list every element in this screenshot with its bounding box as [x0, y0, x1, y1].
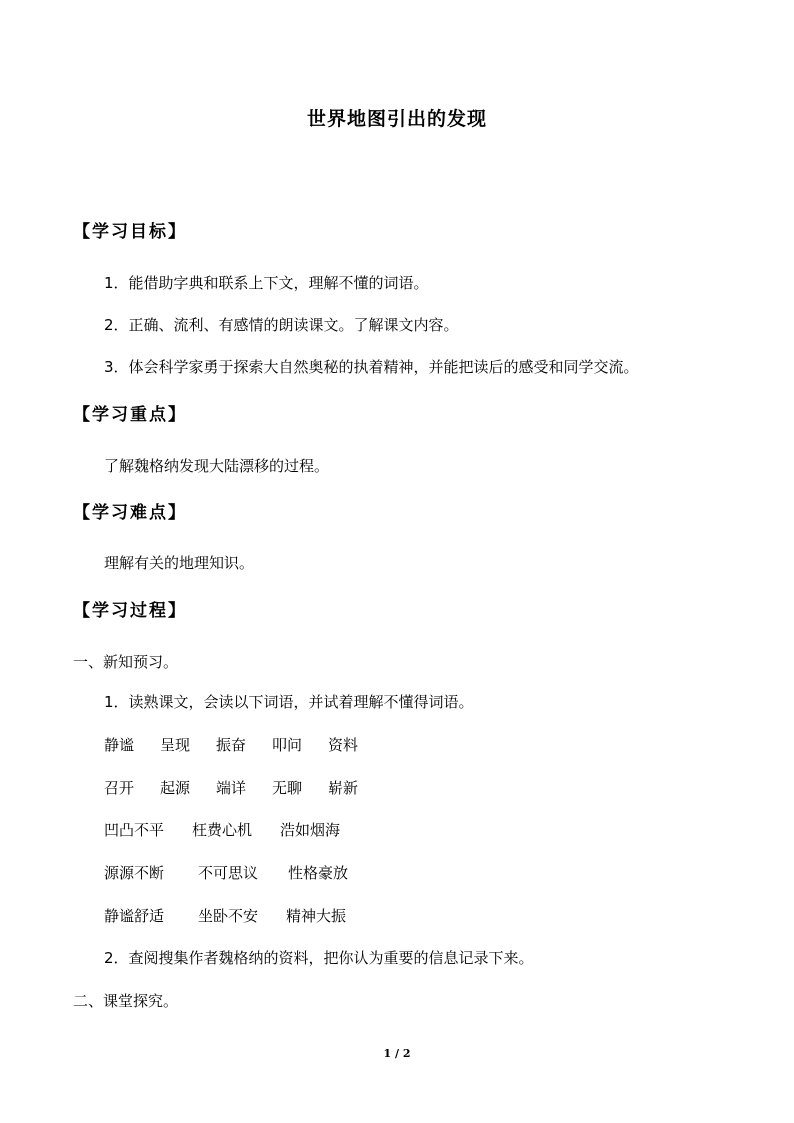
vocab-word: 叩问 — [272, 736, 303, 754]
vocab-word: 振奋 — [216, 736, 247, 754]
vocab-word: 凹凸不平 — [104, 821, 165, 839]
page-number: 1 / 2 — [383, 1047, 411, 1060]
vocab-word: 静谧 — [104, 736, 135, 754]
vocab-word: 无聊 — [272, 779, 303, 797]
section-heading-keypoints: 【学习重点】 — [73, 405, 187, 425]
word-row-4 — [104, 862, 348, 883]
vocab-word: 坐卧不安 — [198, 907, 259, 925]
difficulties-text: 理解有关的地理知识。 — [104, 554, 255, 572]
process-part-2: 二、课堂探究。 — [73, 992, 179, 1010]
word-row-3 — [104, 819, 340, 840]
word-row-1 — [104, 734, 358, 755]
objective-item: 3．体会科学家勇于探索大自然奥秘的执着精神，并能把读后的感受和同学交流。 — [104, 358, 639, 376]
vocab-word: 资料 — [328, 736, 359, 754]
section-heading-process: 【学习过程】 — [73, 601, 187, 621]
page-title: 世界地图引出的发现 — [306, 108, 487, 130]
vocab-word: 召开 — [104, 779, 135, 797]
vocab-word: 枉费心机 — [192, 821, 253, 839]
vocab-word: 性格豪放 — [288, 864, 349, 882]
section-heading-objectives: 【学习目标】 — [73, 222, 187, 242]
process-part-1: 一、新知预习。 — [73, 653, 179, 671]
vocab-word: 精神大振 — [286, 907, 347, 925]
keypoints-text: 了解魏格纳发现大陆漂移的过程。 — [104, 457, 330, 475]
vocab-word: 浩如烟海 — [280, 821, 341, 839]
objective-item: 2．正确、流利、有感情的朗读课文。了解课文内容。 — [104, 316, 459, 334]
vocab-word: 起源 — [160, 779, 191, 797]
section-heading-difficulties: 【学习难点】 — [73, 503, 187, 523]
word-row-2 — [104, 777, 358, 798]
vocab-word: 静谧舒适 — [104, 907, 165, 925]
process-step-2: 2．查阅搜集作者魏格纳的资料，把你认为重要的信息记录下来。 — [104, 949, 534, 967]
process-step-1: 1．读熟课文，会读以下词语，并试着理解不懂得词语。 — [104, 693, 474, 711]
word-row-5 — [104, 905, 346, 926]
vocab-word: 呈现 — [160, 736, 191, 754]
vocab-word: 源源不断 — [104, 864, 165, 882]
vocab-word: 不可思议 — [198, 864, 259, 882]
vocab-word: 崭新 — [328, 779, 359, 797]
objective-item: 1．能借助字典和联系上下文，理解不懂的词语。 — [104, 274, 429, 292]
vocab-word: 端详 — [216, 779, 247, 797]
